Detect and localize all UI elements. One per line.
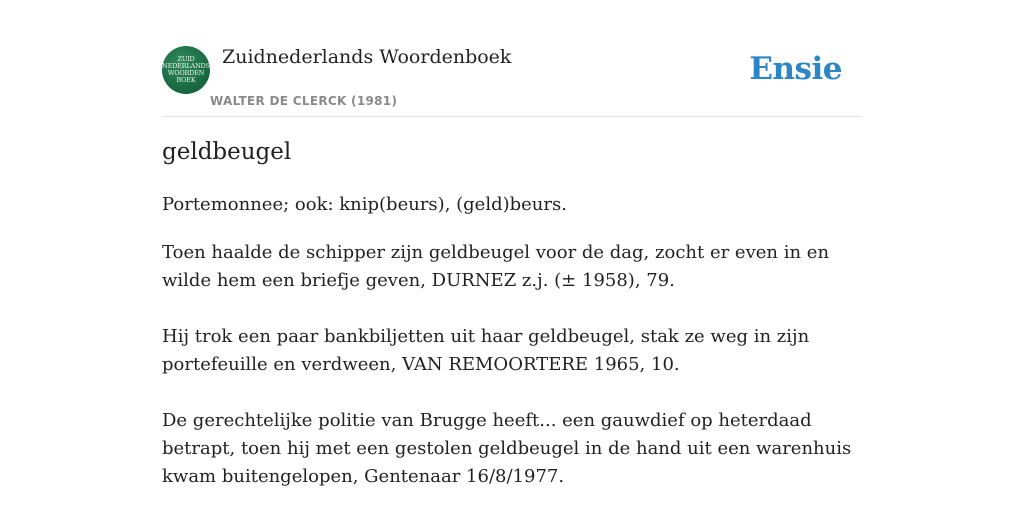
entry-definition: Portemonnee; ook: knip(beurs), (geld)beurs. xyxy=(162,194,567,215)
example-quote: De gerechtelijke politie van Brugge heeft... een gauwdief op heterdaad betrapt, toen hij met een gestolen geldbeugel in de hand uit een warenhuis kwam buitengelopen, Gentenaar 16/8/1977. xyxy=(162,410,852,487)
dictionary-logo[interactable] xyxy=(162,46,210,94)
dictionary-title[interactable]: Zuidnederlands Woordenboek xyxy=(222,46,512,68)
example-quote: Toen haalde de schipper zijn geldbeugel voor de dag, zocht er even in en wilde hem een briefje geven, DURNEZ z.j. (± 1958), 79. xyxy=(162,242,830,291)
ensie-logo-link[interactable]: Ensie xyxy=(749,51,842,87)
dictionary-author: WALTER DE CLERCK (1981) xyxy=(210,94,398,108)
example-quote: Hij trok een paar bankbiljetten uit haar geldbeugel, stak ze weg in zijn portefeuille en verdween, VAN REMOORTERE 1965, 10. xyxy=(162,326,810,375)
dictionary-header xyxy=(162,46,862,117)
entry-headword: geldbeugel xyxy=(162,139,292,165)
example-quotes xyxy=(162,239,862,512)
logo-text: ZUID NEDERLANDS WOORDEN BOEK xyxy=(162,55,210,84)
